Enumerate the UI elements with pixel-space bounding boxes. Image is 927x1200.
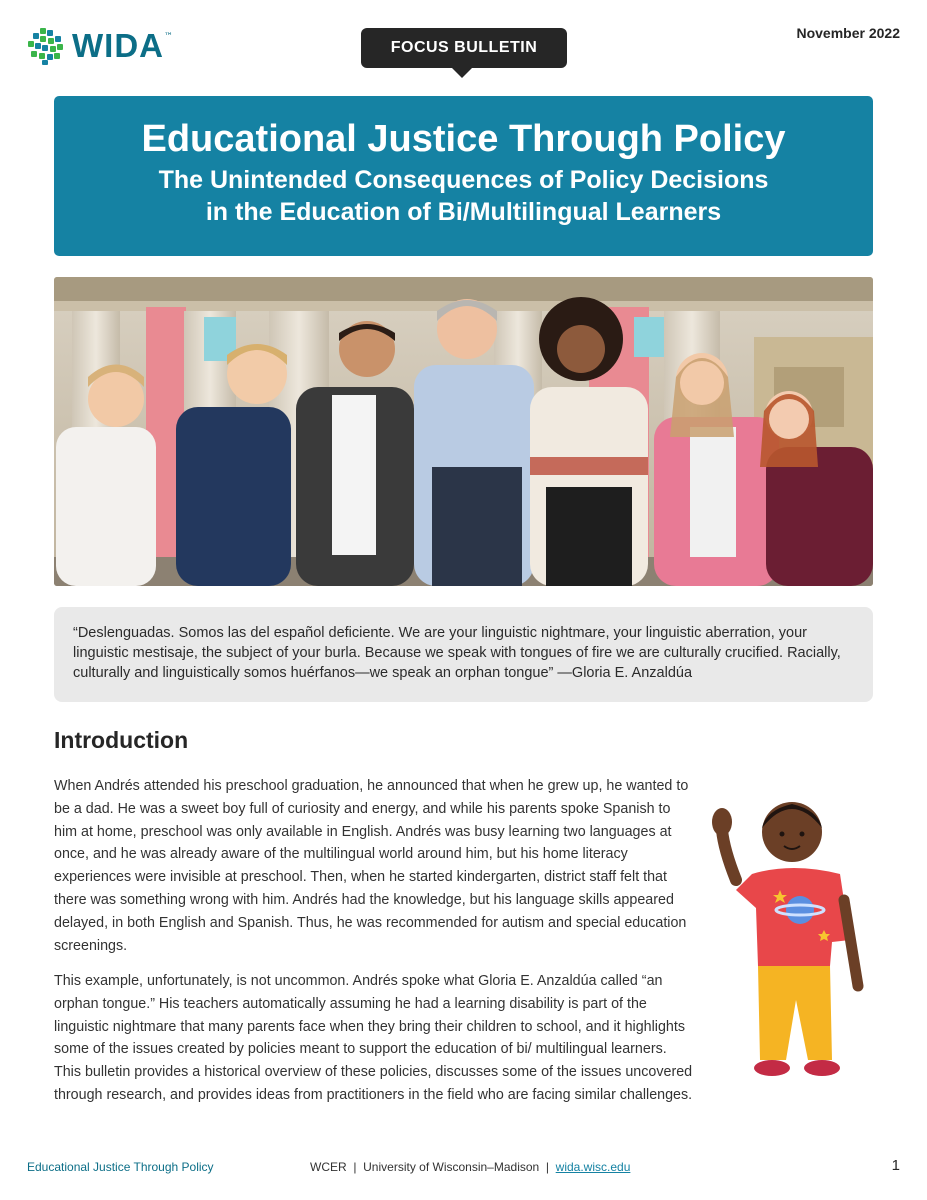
publication-date: November 2022 [796, 25, 900, 41]
introduction-paragraph-1: When Andrés attended his preschool graduation, he announced that when he grew up, he wanted to be a dad. He was a sweet boy full of curiosity and energy, and while his parents spoke Spanish to him at home, preschool was only available in English. Andrés was busy learning two languages at once, and he was already aware of the multilingual world around him, but his home literacy experiences were invisible at preschool. Then, when he started kindergarten, district staff felt that there was something wrong with him. Andrés had the knowledge, but his language skills appeared delayed, in both English and Spanish. Thus, he was recommended for autism and special education screenings. [54, 778, 689, 954]
document-title: Educational Justice Through Policy [141, 118, 786, 160]
title-banner [54, 96, 873, 256]
waving-child-illustration [700, 790, 870, 1090]
footer-org: WCER [310, 1160, 347, 1174]
focus-bulletin-tag: FOCUS BULLETIN [361, 28, 567, 68]
introduction-paragraph-2: This example, unfortunately, is not uncommon. Andrés spoke what Gloria E. Anzaldúa called “an orphan tongue.” His teachers automatically assuming he had a learning disability is part of the linguistic nightmare that many parents face when they bring their children to school, and it highlights some of the issues created by policies meant to support the education of bi/ multilingual learners. This bulletin provides a historical overview of these policies, discusses some of the issues uncovered through research, and provides ideas from practitioners in the field who are facing similar challenges. [54, 973, 693, 1103]
document-subtitle-line-1: The Unintended Consequences of Policy Decisions [158, 166, 769, 194]
footer-credits [310, 1160, 630, 1174]
document-subtitle-line-2: in the Education of Bi/Multilingual Learners [205, 198, 722, 226]
introduction-heading: Introduction [54, 727, 189, 753]
wida-logo[interactable] [26, 26, 186, 66]
footer-separator: | [353, 1160, 357, 1174]
logo-text: WIDA [72, 27, 164, 64]
footer-website-link[interactable]: wida.wisc.edu [555, 1160, 631, 1174]
footer-separator: | [545, 1160, 549, 1174]
footer-document-title: Educational Justice Through Policy [27, 1160, 214, 1174]
hero-photo [54, 277, 873, 586]
logo-trademark: ™ [163, 32, 173, 42]
page-number: 1 [891, 1157, 900, 1174]
students-and-teacher-photo [54, 277, 873, 586]
waving-boy-icon [700, 790, 870, 1090]
anzaldua-quote: “Deslenguadas. Somos las del español deficiente. We are your linguistic nightmare, your linguistic aberration, your linguistic mestisaje, the subject of your burla. Because we speak with tongues of fire we are culturally crucified. Racially, culturally and linguistically somos huérfanos—we speak an orphan tongue” —Gloria E. Anzaldúa [54, 607, 873, 702]
footer-university: University of Wisconsin–Madison [363, 1160, 540, 1174]
wida-logo-mark-icon [26, 26, 66, 66]
